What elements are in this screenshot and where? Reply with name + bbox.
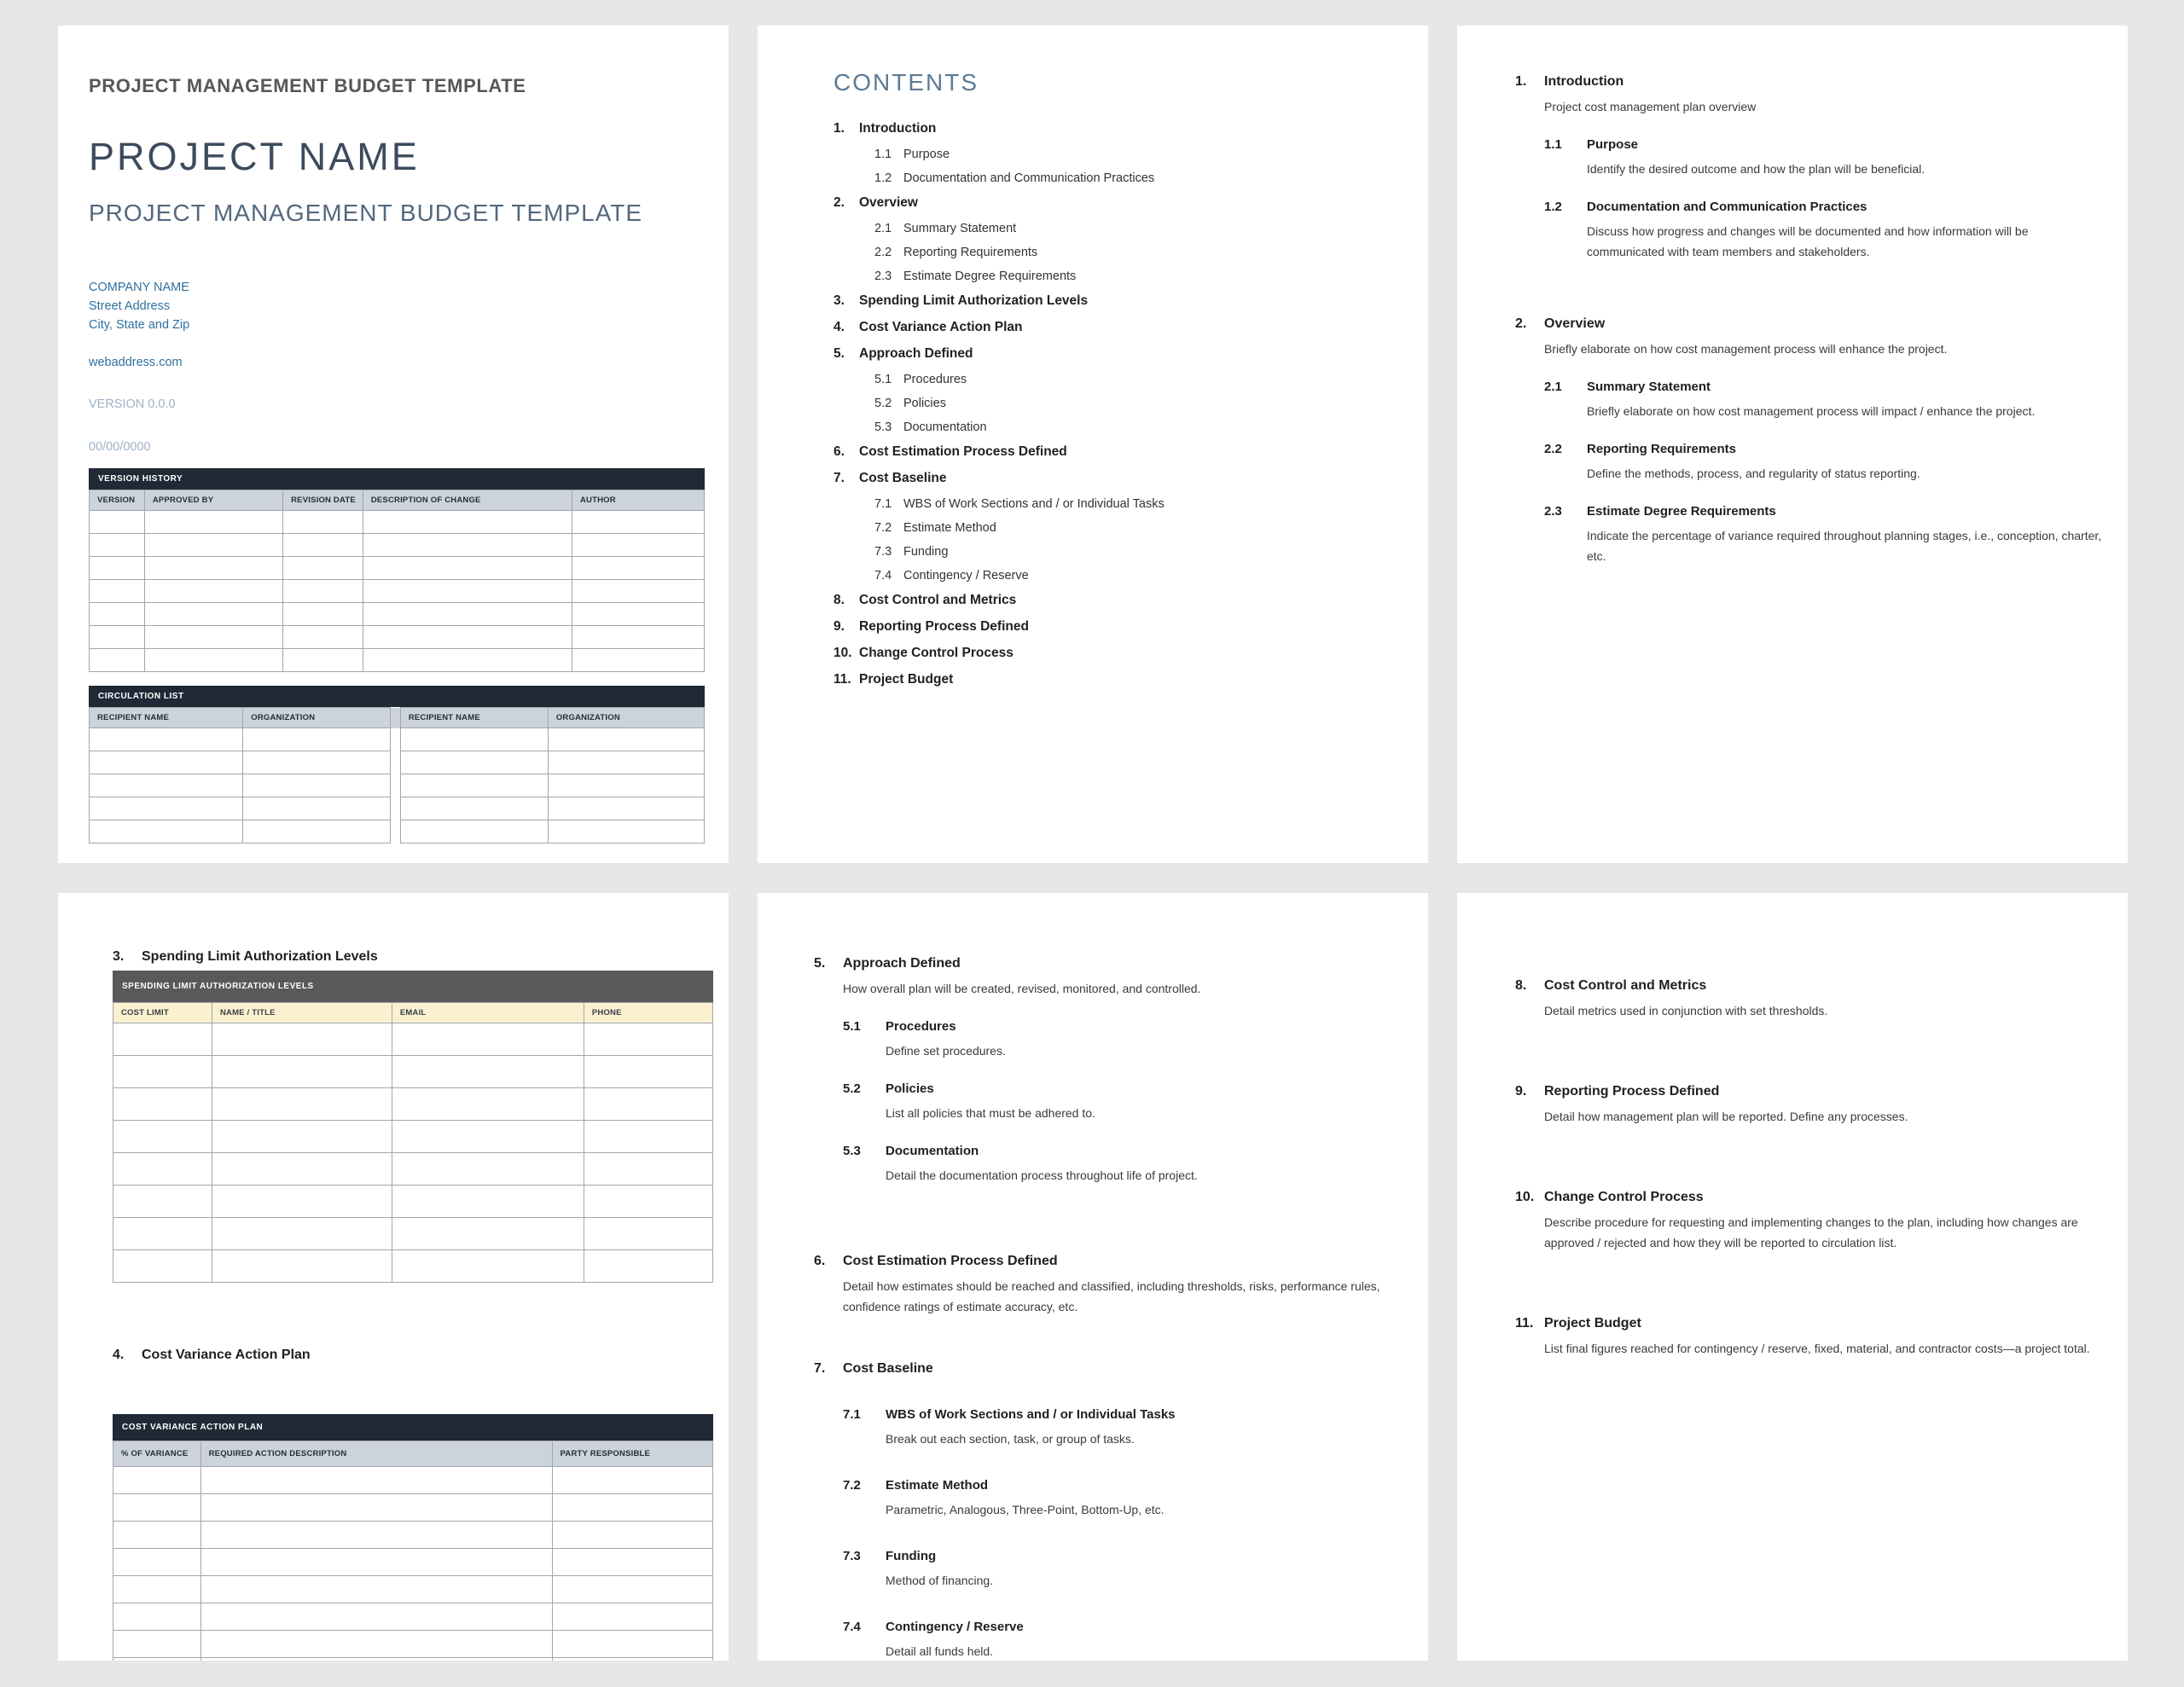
subsection-heading	[1544, 378, 2102, 397]
toc-item-spending-limit	[834, 293, 1397, 320]
subsection-purpose	[1544, 136, 2102, 179]
circulation-header-row	[90, 708, 705, 728]
toc-label: Summary Statement	[903, 222, 1017, 235]
section-reporting-process	[1515, 1082, 2102, 1127]
section-num: 7.	[814, 1361, 826, 1376]
subsection-num: 1.2	[1544, 200, 1562, 214]
spending-limit-title-bar: SPENDING LIMIT AUTHORIZATION LEVELS	[113, 971, 713, 1002]
subsection-wbs	[843, 1406, 1403, 1449]
subsection-procedures	[843, 1017, 1403, 1061]
empty-table-row	[113, 1549, 713, 1576]
section-title: Cost Baseline	[843, 1361, 933, 1376]
empty-table-row	[113, 1603, 713, 1631]
column-spacer	[391, 708, 401, 728]
cover-project-name: PROJECT NAME	[89, 135, 420, 178]
subsection-title: Estimate Method	[886, 1478, 989, 1493]
toc-num: 7.2	[874, 521, 892, 535]
empty-table-row	[90, 820, 705, 844]
subsection-num: 2.3	[1544, 504, 1562, 519]
toc-item-introduction	[834, 121, 1397, 148]
empty-table-row	[113, 1121, 713, 1153]
cover-subtitle: PROJECT MANAGEMENT BUDGET TEMPLATE	[89, 200, 643, 226]
empty-table-row	[113, 1576, 713, 1603]
subsection-body: Define the methods, process, and regularity of status reporting.	[1587, 467, 1920, 480]
section-heading	[814, 1359, 1403, 1378]
empty-table-row	[113, 1186, 713, 1218]
subsection-title: Procedures	[886, 1019, 956, 1034]
col-cost-limit: COST LIMIT	[113, 1003, 212, 1023]
section-num: 4.	[113, 1348, 125, 1362]
section-title: Approach Defined	[843, 956, 961, 971]
subsection-body: Indicate the percentage of variance required throughout planning stages, i.e., conception, charter, etc.	[1587, 529, 2102, 563]
col-organization-2: ORGANIZATION	[548, 708, 704, 728]
toc-label: Funding	[903, 545, 949, 559]
toc-num: 9.	[834, 619, 845, 634]
section-cost-control-metrics	[1515, 977, 2102, 1021]
empty-table-row	[113, 1631, 713, 1658]
toc-num: 5.3	[874, 420, 892, 434]
section-body: Detail how management plan will be reported. Define any processes.	[1544, 1110, 1908, 1123]
subsection-body: Parametric, Analogous, Three-Point, Bottom-Up, etc.	[886, 1503, 1165, 1516]
empty-table-row	[90, 751, 705, 774]
empty-table-row	[113, 1088, 713, 1121]
empty-table-row	[113, 1153, 713, 1186]
toc-item-procedures	[874, 373, 1397, 397]
toc-num: 2.1	[874, 222, 892, 235]
toc-label: Spending Limit Authorization Levels	[859, 293, 1089, 308]
col-author: AUTHOR	[572, 490, 704, 511]
toc-label: Procedures	[903, 373, 967, 386]
subsection-funding	[843, 1547, 1403, 1591]
section-num: 11.	[1515, 1316, 1534, 1330]
col-party-responsible: PARTY RESPONSIBLE	[552, 1441, 712, 1467]
toc-item-approach-defined	[834, 346, 1397, 373]
company-block	[89, 278, 705, 334]
toc-num: 1.1	[874, 148, 892, 161]
empty-table-row	[90, 626, 705, 649]
toc-num: 8.	[834, 593, 845, 607]
col-email: EMAIL	[392, 1003, 584, 1023]
toc-item-cost-control	[834, 593, 1397, 619]
empty-table-row	[113, 1056, 713, 1088]
section-num: 2.	[1515, 316, 1527, 331]
section-title: Introduction	[1544, 74, 1624, 89]
empty-table-row	[90, 557, 705, 580]
section-heading	[1515, 72, 2102, 91]
subsection-documentation-practices	[1544, 198, 2102, 262]
section-body: Project cost management plan overview	[1544, 100, 1757, 113]
toc-label: Approach Defined	[859, 346, 973, 361]
toc-num: 6.	[834, 444, 845, 459]
subsection-num: 7.1	[843, 1407, 861, 1422]
table-of-contents	[834, 121, 1397, 699]
toc-label: Documentation	[903, 420, 987, 434]
section-spending-limit-heading	[113, 948, 713, 966]
toc-label: Introduction	[859, 121, 937, 136]
toc-item-project-budget	[834, 672, 1397, 699]
section-introduction	[1515, 72, 2102, 262]
toc-label: Cost Estimation Process Defined	[859, 444, 1067, 459]
subsection-heading	[1544, 502, 2102, 521]
empty-table-row	[113, 1467, 713, 1494]
section-num: 5.	[814, 956, 826, 971]
toc-item-reporting-process	[834, 619, 1397, 646]
subsection-reporting-requirements	[1544, 440, 2102, 484]
section-title: Overview	[1544, 316, 1606, 331]
col-organization: ORGANIZATION	[243, 708, 391, 728]
empty-table-row	[90, 797, 705, 820]
subsection-estimate-degree-requirements	[1544, 502, 2102, 566]
section-heading	[814, 954, 1403, 973]
col-approved-by: APPROVED BY	[144, 490, 282, 511]
toc-item-documentation	[874, 420, 1397, 444]
toc-item-funding	[874, 545, 1397, 569]
version-history-table	[89, 468, 705, 672]
toc-num: 4.	[834, 320, 845, 334]
page-approach-baseline	[758, 893, 1428, 1661]
toc-num: 3.	[834, 293, 845, 308]
toc-label: Cost Control and Metrics	[859, 593, 1017, 607]
spending-limit-table	[113, 971, 713, 1283]
section-body: Detail how estimates should be reached and classified, including thresholds, risks, performance rules, confidence ratings of estimate accuracy, etc.	[843, 1279, 1380, 1313]
section-num: 6.	[814, 1254, 826, 1268]
subsection-num: 5.3	[843, 1144, 861, 1158]
empty-table-row	[90, 603, 705, 626]
contents-heading: CONTENTS	[834, 69, 979, 96]
empty-table-row	[90, 774, 705, 797]
circulation-list-title-bar: CIRCULATION LIST	[89, 686, 705, 707]
toc-label: Reporting Process Defined	[859, 619, 1029, 634]
section-heading	[1515, 1314, 2102, 1333]
subsection-num: 5.2	[843, 1081, 861, 1096]
subsection-contingency-reserve	[843, 1618, 1403, 1661]
empty-table-row	[90, 728, 705, 751]
subsection-num: 7.4	[843, 1620, 861, 1634]
empty-table-row	[113, 1522, 713, 1549]
section-heading	[814, 1252, 1403, 1271]
subsection-title: Estimate Degree Requirements	[1587, 504, 1776, 519]
subsection-heading	[843, 1142, 1403, 1161]
col-revision-date: REVISION DATE	[283, 490, 363, 511]
page-control-reporting-budget	[1457, 893, 2128, 1661]
section-num: 3.	[113, 949, 125, 964]
toc-num: 11.	[834, 672, 851, 687]
section-change-control	[1515, 1188, 2102, 1253]
toc-label: Cost Baseline	[859, 471, 947, 485]
col-name-title: NAME / TITLE	[212, 1003, 392, 1023]
toc-num: 5.1	[874, 373, 892, 386]
section-heading	[1515, 1188, 2102, 1207]
toc-label: WBS of Work Sections and / or Individual Tasks	[903, 497, 1165, 511]
toc-num: 7.	[834, 471, 845, 485]
circulation-list-table	[89, 686, 705, 844]
section-body: Briefly elaborate on how cost management process will enhance the project.	[1544, 342, 1948, 356]
toc-label: Estimate Degree Requirements	[903, 270, 1077, 283]
toc-label: Documentation and Communication Practices	[903, 171, 1155, 185]
subsection-heading	[843, 1406, 1403, 1424]
toc-label: Project Budget	[859, 672, 954, 687]
col-phone: PHONE	[584, 1003, 712, 1023]
subsection-heading	[843, 1547, 1403, 1566]
page-introduction-overview	[1457, 26, 2128, 863]
section-project-budget	[1515, 1314, 2102, 1359]
section-title: Change Control Process	[1544, 1190, 1704, 1204]
subsection-title: Summary Statement	[1587, 380, 1711, 394]
section-num: 9.	[1515, 1084, 1527, 1099]
toc-item-cost-baseline	[834, 471, 1397, 497]
subsection-num: 2.2	[1544, 442, 1562, 456]
empty-table-row	[90, 534, 705, 557]
toc-item-policies	[874, 397, 1397, 420]
col-recipient-name-2: RECIPIENT NAME	[400, 708, 548, 728]
subsection-num: 7.3	[843, 1549, 861, 1563]
section-approach-defined	[814, 954, 1403, 1186]
subsection-body: List all policies that must be adhered to.	[886, 1106, 1095, 1120]
subsection-body: Method of financing.	[886, 1574, 994, 1587]
section-title: Reporting Process Defined	[1544, 1084, 1720, 1099]
section-body: How overall plan will be created, revised, monitored, and controlled.	[843, 982, 1201, 995]
section-body: Describe procedure for requesting and implementing changes to the plan, including how changes are approved / rejected and how they will be reported to circulation list.	[1544, 1215, 2078, 1249]
cover-kicker: PROJECT MANAGEMENT BUDGET TEMPLATE	[89, 75, 526, 96]
section-num: 10.	[1515, 1190, 1535, 1204]
toc-num: 2.2	[874, 246, 892, 259]
subsection-body: Discuss how progress and changes will be documented and how information will be communicated with team members and stakeholders.	[1587, 224, 2029, 258]
subsection-title: Policies	[886, 1081, 934, 1096]
col-required-action-description: REQUIRED ACTION DESCRIPTION	[200, 1441, 552, 1467]
col-version: VERSION	[90, 490, 145, 511]
subsection-title: Reporting Requirements	[1587, 442, 1737, 456]
section-title: Project Budget	[1544, 1316, 1641, 1330]
toc-item-overview	[834, 195, 1397, 222]
subsection-summary-statement	[1544, 378, 2102, 421]
toc-num: 10.	[834, 646, 852, 660]
subsection-title: WBS of Work Sections and / or Individual Tasks	[886, 1407, 1176, 1422]
subsection-title: Documentation and Communication Practices	[1587, 200, 1867, 214]
empty-table-row	[90, 511, 705, 534]
section-title: Spending Limit Authorization Levels	[142, 949, 378, 964]
subsection-heading	[843, 1618, 1403, 1637]
subsection-policies	[843, 1080, 1403, 1123]
spending-limit-header-row	[113, 1003, 713, 1023]
toc-item-cost-estimation	[834, 444, 1397, 471]
subsection-heading	[1544, 440, 2102, 459]
subsection-title: Funding	[886, 1549, 937, 1563]
subsection-num: 2.1	[1544, 380, 1562, 394]
cost-variance-header-row	[113, 1441, 713, 1467]
page-cover	[58, 26, 729, 863]
subsection-body: Identify the desired outcome and how the plan will be beneficial.	[1587, 162, 1926, 176]
subsection-heading	[1544, 198, 2102, 217]
section-heading	[1515, 1082, 2102, 1101]
empty-table-row	[113, 1494, 713, 1522]
section-cost-variance-heading	[113, 1346, 713, 1365]
toc-label: Reporting Requirements	[903, 246, 1038, 259]
toc-label: Cost Variance Action Plan	[859, 320, 1023, 334]
toc-item-reporting-requirements	[874, 246, 1397, 270]
toc-label: Overview	[859, 195, 918, 210]
page-contents	[758, 26, 1428, 863]
subsection-title: Contingency / Reserve	[886, 1620, 1024, 1634]
cost-variance-table	[113, 1414, 713, 1661]
section-heading	[1515, 977, 2102, 995]
toc-item-change-control	[834, 646, 1397, 672]
toc-item-wbs	[874, 497, 1397, 521]
company-name: COMPANY NAME	[89, 281, 189, 294]
date-label: 00/00/0000	[89, 440, 151, 454]
toc-num: 1.2	[874, 171, 892, 185]
empty-table-row	[90, 649, 705, 672]
section-overview	[1515, 315, 2102, 566]
company-street: Street Address	[89, 299, 171, 313]
cost-variance-title-bar: COST VARIANCE ACTION PLAN	[113, 1414, 713, 1441]
empty-table-row	[90, 580, 705, 603]
toc-item-documentation-practices	[874, 171, 1397, 195]
col-percent-of-variance: % OF VARIANCE	[113, 1441, 201, 1467]
subsection-heading	[843, 1476, 1403, 1495]
section-body: Detail metrics used in conjunction with set thresholds.	[1544, 1004, 1828, 1017]
page-authorization-variance-tables	[58, 893, 729, 1661]
version-history-header-row	[90, 490, 705, 511]
toc-num: 7.3	[874, 545, 892, 559]
section-cost-baseline	[814, 1359, 1403, 1661]
version-history-title-bar: VERSION HISTORY	[89, 468, 705, 490]
empty-table-row	[113, 1250, 713, 1283]
toc-item-purpose	[874, 148, 1397, 171]
toc-label: Purpose	[903, 148, 950, 161]
section-heading	[1515, 315, 2102, 333]
col-recipient-name: RECIPIENT NAME	[90, 708, 243, 728]
subsection-heading	[843, 1080, 1403, 1099]
subsection-num: 1.1	[1544, 137, 1562, 152]
toc-item-cost-variance	[834, 320, 1397, 346]
section-num: 1.	[1515, 74, 1527, 89]
toc-item-estimate-method	[874, 521, 1397, 545]
subsection-body: Detail the documentation process throughout life of project.	[886, 1168, 1198, 1182]
toc-label: Change Control Process	[859, 646, 1014, 660]
toc-num: 7.1	[874, 497, 892, 511]
section-num: 8.	[1515, 978, 1527, 993]
web-address: webaddress.com	[89, 356, 183, 369]
section-title: Cost Variance Action Plan	[142, 1348, 311, 1362]
section-title: Cost Control and Metrics	[1544, 978, 1707, 993]
subsection-documentation	[843, 1142, 1403, 1186]
subsection-body: Break out each section, task, or group of tasks.	[886, 1432, 1135, 1446]
subsection-heading	[843, 1017, 1403, 1036]
toc-num: 1.	[834, 121, 845, 136]
subsection-body: Briefly elaborate on how cost management process will impact / enhance the project.	[1587, 404, 2036, 418]
empty-table-row	[113, 1218, 713, 1250]
subsection-num: 7.2	[843, 1478, 861, 1493]
version-label: VERSION 0.0.0	[89, 397, 176, 411]
toc-num: 7.4	[874, 569, 892, 583]
toc-num: 2.3	[874, 270, 892, 283]
subsection-body: Define set procedures.	[886, 1044, 1006, 1058]
subsection-title: Documentation	[886, 1144, 979, 1158]
toc-num: 2.	[834, 195, 845, 210]
toc-label: Contingency / Reserve	[903, 569, 1029, 583]
section-title: Cost Estimation Process Defined	[843, 1254, 1058, 1268]
empty-table-row	[113, 1023, 713, 1056]
subsection-title: Purpose	[1587, 137, 1639, 152]
toc-item-summary-statement	[874, 222, 1397, 246]
subsection-num: 5.1	[843, 1019, 861, 1034]
toc-label: Policies	[903, 397, 946, 410]
toc-num: 5.	[834, 346, 845, 361]
section-cost-estimation	[814, 1252, 1403, 1317]
toc-item-estimate-degree-requirements	[874, 270, 1397, 293]
subsection-body: Detail all funds held.	[886, 1644, 994, 1658]
toc-item-contingency-reserve	[874, 569, 1397, 593]
col-description-of-change: DESCRIPTION OF CHANGE	[363, 490, 572, 511]
empty-table-row	[113, 1658, 713, 1661]
subsection-heading	[1544, 136, 2102, 154]
toc-label: Estimate Method	[903, 521, 996, 535]
toc-num: 5.2	[874, 397, 892, 410]
subsection-estimate-method	[843, 1476, 1403, 1520]
section-body: List final figures reached for contingency / reserve, fixed, material, and contractor costs—a project total.	[1544, 1342, 2090, 1355]
company-city: City, State and Zip	[89, 318, 190, 332]
